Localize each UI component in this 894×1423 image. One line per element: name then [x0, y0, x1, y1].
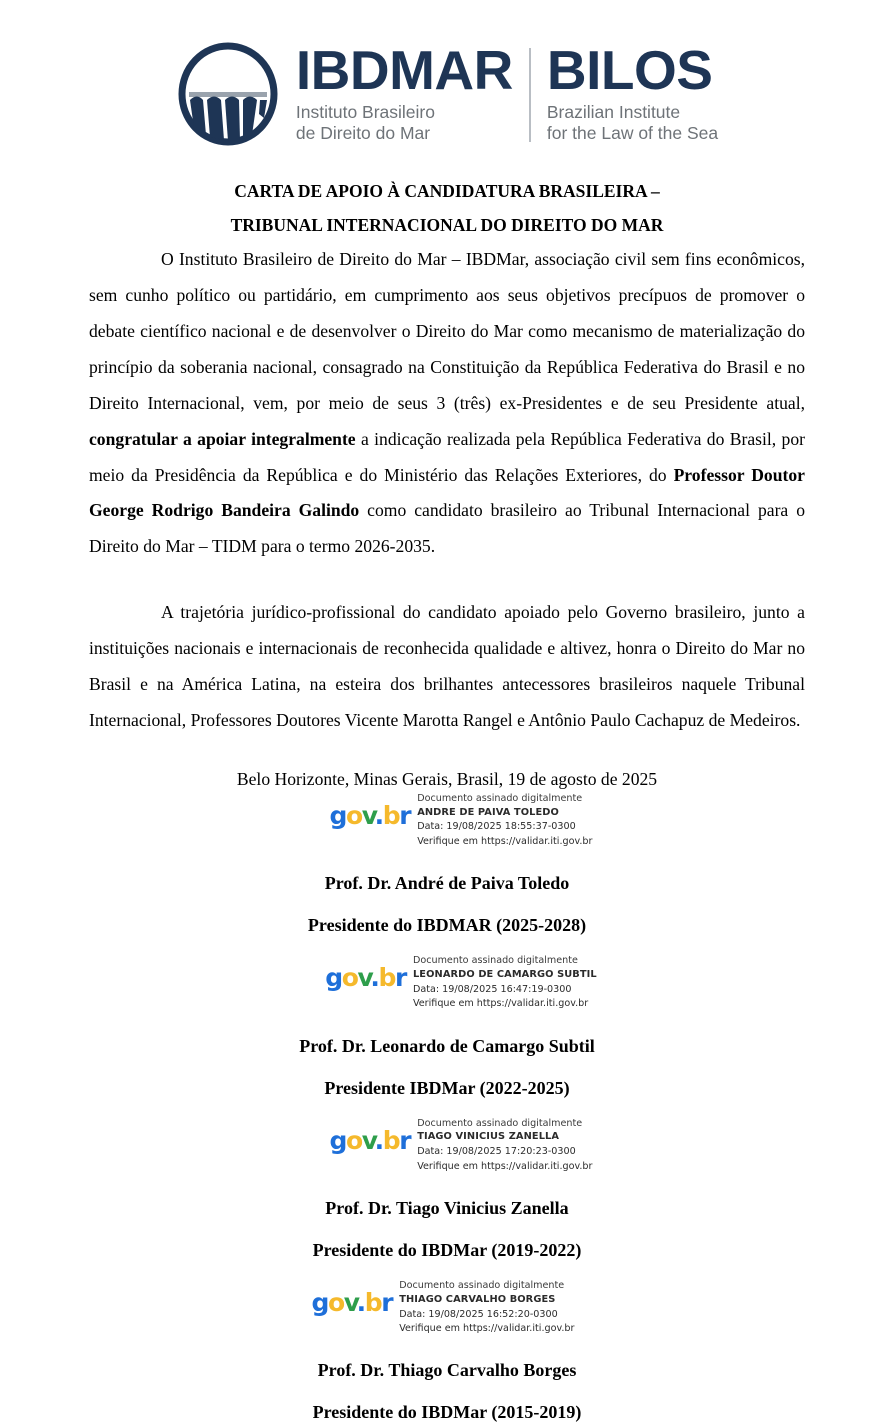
signatory-name: Prof. Dr. Tiago Vinicius Zanella: [325, 1197, 569, 1218]
logo-sub-en-line1: Brazilian Institute: [546, 101, 681, 122]
letter-body: [89, 242, 805, 739]
govbr-logo: gov.br: [329, 800, 411, 830]
stamp-verify-url: Verifique em https://validar.iti.gov.br: [399, 1322, 575, 1334]
signature-area: [0, 769, 894, 1423]
digital-signature-stamp: [0, 954, 894, 1011]
stamp-header: Documento assinado digitalmente: [399, 1279, 565, 1291]
paragraph-1-part-a: O Instituto Brasileiro de Direito do Mar – IBDMar, associação civil sem fins econômicos, sem cunho político ou partidário, em cumprimento aos seus objetivos precípuos de promover o debate científico nacional e de desenvolver o Direito do Mar como mecanismo de materialização do princípio da soberania nacional, consagrado na Constituição da República Federativa do Brasil e no Direito Internacional, vem, por meio de seus 3 (três) ex-Presidentes e de seu Presidente atual,: [89, 249, 805, 413]
paragraph-1: [89, 242, 805, 565]
signature-block: [0, 1279, 894, 1423]
logo-brand-en: BILOS: [546, 39, 713, 102]
stamp-signer-name: TIAGO VINICIUS ZANELLA: [417, 1131, 560, 1143]
stamp-header: Documento assinado digitalmente: [417, 792, 583, 804]
stamp-verify-url: Verifique em https://validar.iti.gov.br: [412, 998, 589, 1010]
paragraph-1-part-c: como candidato brasileiro ao Tribunal Internacional para o Direito do Mar – TIDM para o termo 2026-2035.: [89, 500, 805, 557]
page-title-line-2: TRIBUNAL INTERNACIONAL DO DIREITO DO MAR: [230, 215, 664, 236]
digital-signature-stamp: [0, 1117, 894, 1174]
signature-block: [0, 954, 894, 1098]
paragraph-1-bold-1: congratular a apoiar integralmente: [89, 428, 356, 449]
page-title: [97, 174, 797, 242]
stamp-signer-name: THIAGO CARVALHO BORGES: [399, 1293, 556, 1305]
signatory-role: Presidente do IBDMar (2015-2019): [312, 1402, 582, 1423]
signatory-name: Prof. Dr. Thiago Carvalho Borges: [317, 1360, 577, 1381]
ibdmar-logo: [176, 39, 719, 146]
signatory-name: Prof. Dr. André de Paiva Toledo: [324, 873, 570, 894]
stamp-signer-name: LEONARDO DE CAMARGO SUBTIL: [412, 969, 597, 981]
logo-sub-pt-line2: de Direito do Mar: [295, 122, 431, 143]
logo-text-group: [295, 39, 719, 144]
place-and-date: Belo Horizonte, Minas Gerais, Brasil, 19 de agosto de 2025: [236, 768, 658, 789]
paragraph-2: A trajetória jurídico-profissional do candidato apoiado pelo Governo brasileiro, junto a instituições nacionais e internacionais de reconhecida qualidade e altivez, honra o Direito do Mar no Brasil e na América Latina, na esteira dos brilhantes antecessores brasileiros naquele Tribunal Internacional, Professores Doutores Vicente Marotta Rangel e Antônio Paulo Cachapuz de Medeiros.: [89, 602, 805, 730]
logo-sub-pt-line1: Instituto Brasileiro: [295, 101, 435, 122]
govbr-logo: gov.br: [311, 1287, 393, 1317]
signatory-role: Presidente do IBDMar (2019-2022): [312, 1239, 582, 1260]
stamp-header: Documento assinado digitalmente: [412, 955, 578, 967]
stamp-date: Data: 19/08/2025 16:52:20-0300: [399, 1308, 558, 1320]
logo-brand-pt: IBDMAR: [295, 39, 513, 102]
letterhead: [0, 0, 894, 152]
stamp-signer-name: ANDRE DE PAIVA TOLEDO: [417, 806, 559, 818]
govbr-logo: gov.br: [329, 1125, 411, 1155]
signatory-role: Presidente IBDMar (2022-2025): [324, 1077, 570, 1098]
paragraph-1-part-b: a indicação realizada pela República Federativa do Brasil, por meio da Presidência da República e do Ministério das Relações Exteriores, do: [89, 428, 805, 485]
digital-signature-stamp: [0, 792, 894, 849]
logo-en-column: [531, 39, 719, 144]
stamp-date: Data: 19/08/2025 17:20:23-0300: [417, 1146, 576, 1158]
ibdmar-circle-sea-logo: [176, 42, 280, 146]
stamp-verify-url: Verifique em https://validar.iti.gov.br: [417, 1160, 593, 1172]
stamp-header: Documento assinado digitalmente: [417, 1117, 583, 1129]
signature-block: [0, 1117, 894, 1261]
page-title-line-1: CARTA DE APOIO À CANDIDATURA BRASILEIRA –: [234, 181, 660, 201]
signature-block: [0, 792, 894, 936]
digital-signature-stamp: [0, 1279, 894, 1336]
stamp-date: Data: 19/08/2025 18:55:37-0300: [417, 821, 576, 833]
logo-pt-column: [295, 39, 529, 144]
stamp-date: Data: 19/08/2025 16:47:19-0300: [412, 983, 572, 995]
signatory-name: Prof. Dr. Leonardo de Camargo Subtil: [299, 1035, 595, 1056]
paragraph-1-bold-2: Professor Doutor George Rodrigo Bandeira Galindo: [89, 464, 805, 521]
signatory-role: Presidente do IBDMAR (2025-2028): [307, 915, 587, 936]
stamp-verify-url: Verifique em https://validar.iti.gov.br: [417, 835, 593, 847]
logo-sub-en-line2: for the Law of the Sea: [546, 122, 719, 143]
govbr-logo: gov.br: [325, 963, 406, 993]
